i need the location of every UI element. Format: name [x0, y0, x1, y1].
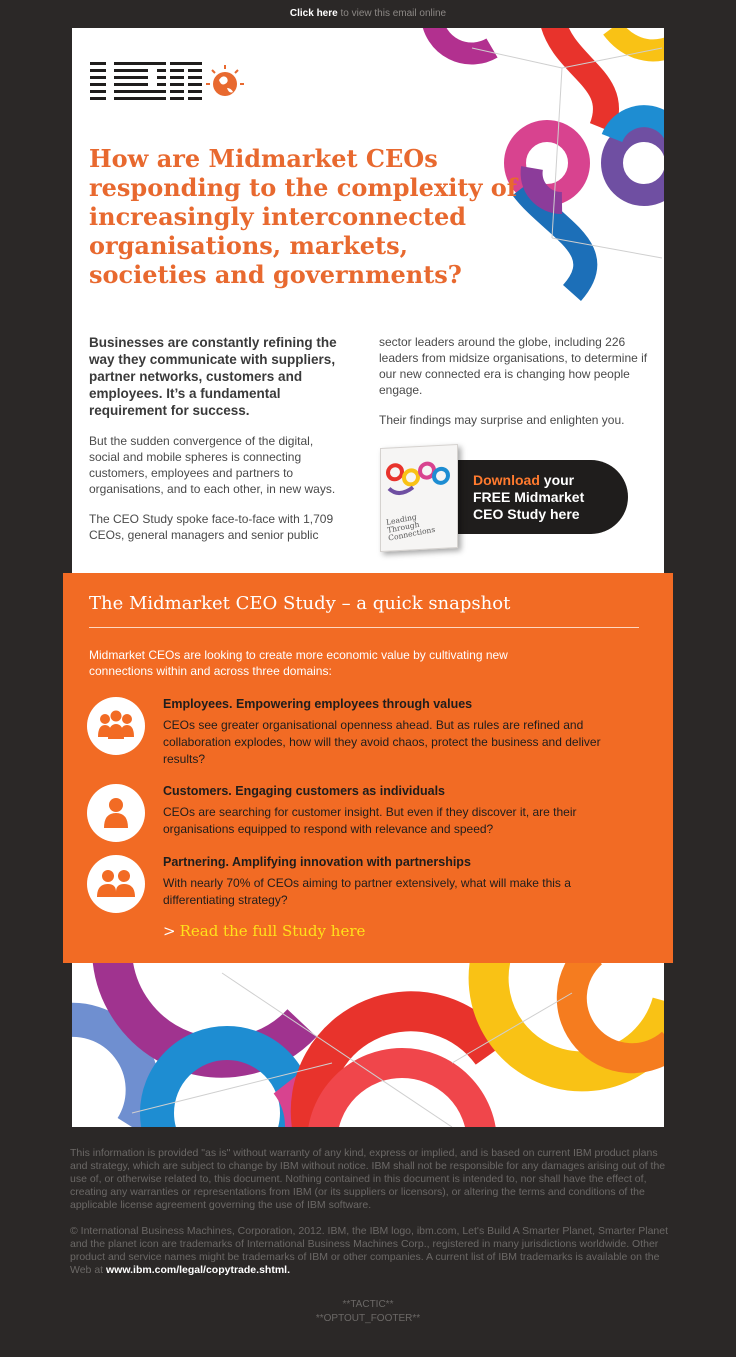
intro-paragraph: Their findings may surprise and enlighten you.: [379, 413, 625, 427]
domain-heading: Partnering. Amplifying innovation with partnerships: [163, 855, 471, 869]
arrow-icon: >: [163, 922, 176, 940]
legal-trademark-text: © International Business Machines, Corporation, 2012. IBM, the IBM logo, ibm.com, Let's Build A Smarter Planet, Smarter Planet and the planet icon are trademarks of International Business Machines Corp., registered in many jurisdictions worldwide. Other product and service names might be trademarks of IBM or other companies. A current list of IBM trademarks is available on the Web at: [70, 1225, 669, 1276]
intro-paragraph: sector leaders around the globe, including 226 leaders from midsize organisations, to determine if our new connected era is changing how people engage.: [379, 335, 648, 397]
download-line3: CEO Study here: [473, 506, 580, 522]
intro-lead: Businesses are constantly refining the way they communicate with suppliers, partner networks, customers and employees. It’s a fundamental requirement for success.: [89, 335, 337, 418]
view-online-bar: [0, 8, 736, 19]
legal-paragraph: This information is provided "as is" without warranty of any kind, express or implied, and is based on current IBM product plans and strategy, which are subject to change by IBM without notice. IBM shall not be responsible for any damages arising out of the use of, or otherwise related to, this document. Nothing contained in this document is intended to, nor shall have the effect of, creating any warranties or representations from IBM (or its suppliers or licensors), or altering the terms and conditions of the applicable license agreement governing the use of IBM software.: [70, 1147, 666, 1211]
snapshot-intro: Midmarket CEOs are looking to create more economic value by cultivating new connections within and across three domains:: [89, 648, 508, 678]
optout-placeholder: **OPTOUT_FOOTER**: [315, 1313, 421, 1324]
snapshot-panel: [63, 573, 673, 963]
intro-paragraph: The CEO Study spoke face-to-face with 1,709 CEOs, general managers and senior public: [89, 512, 334, 542]
domain-body: With nearly 70% of CEOs aiming to partner extensively, what will make this a differentiating strategy?: [163, 876, 571, 907]
snapshot-title: The Midmarket CEO Study – a quick snapshot: [89, 593, 511, 614]
hero-card: [72, 28, 664, 573]
tactic-placeholder: **TACTIC**: [342, 1299, 394, 1310]
tracking-placeholders: [0, 1298, 736, 1326]
book-rings-graphic: [381, 445, 459, 509]
download-label: [473, 472, 623, 523]
study-book-cover: [380, 444, 458, 552]
book-title: Leading Through Connections: [385, 512, 436, 543]
legal-paragraph: [70, 1225, 670, 1277]
trademark-link[interactable]: www.ibm.com/legal/copytrade.shtml.: [106, 1264, 290, 1276]
intro-right-column: [379, 334, 649, 442]
domain-body: CEOs see greater organisational openness ahead. But as rules are refined and collaboration explodes, how will they avoid chaos, protect the business and deliver results?: [163, 718, 601, 766]
download-line2: FREE Midmarket: [473, 489, 585, 505]
ibm-logo-text: IBM: [92, 98, 94, 99]
read-full-study-link[interactable]: [163, 922, 365, 940]
legal-disclaimer: [70, 1147, 670, 1290]
ibm-logo-graphic: [90, 58, 260, 110]
snapshot-divider: [89, 627, 639, 628]
partners-icon: [87, 855, 145, 913]
decorative-rings-bottom-graphic: [72, 963, 664, 1127]
person-icon: [87, 784, 145, 842]
view-online-link[interactable]: Click here: [289, 8, 338, 19]
download-line1: your: [539, 472, 575, 488]
intro-paragraph: But the sudden convergence of the digital, social and mobile spheres is connecting customers, employees and partners to organisations, and to each other, in new ways.: [89, 434, 336, 496]
headline: How are Midmarket CEOs responding to the complexity of increasingly interconnected organisations, markets, societies and governments?: [89, 144, 518, 289]
read-full-study-label: Read the full Study here: [179, 922, 366, 940]
view-online-text: to view this email online: [337, 8, 447, 19]
intro-left-column: [89, 334, 344, 557]
download-study-button[interactable]: [380, 446, 628, 550]
domain-heading: Employees. Empowering employees through values: [163, 697, 473, 711]
download-highlight: Download: [473, 472, 540, 488]
smarter-planet-icon: [206, 65, 244, 96]
group-icon: [87, 697, 145, 755]
footer-graphic-card: [72, 963, 664, 1127]
domain-body: CEOs are searching for customer insight. But even if they discover it, are their organisations equipped to respond with relevance and speed?: [163, 805, 577, 836]
ibm-logo: [90, 58, 260, 115]
domain-heading: Customers. Engaging customers as individuals: [163, 784, 446, 798]
